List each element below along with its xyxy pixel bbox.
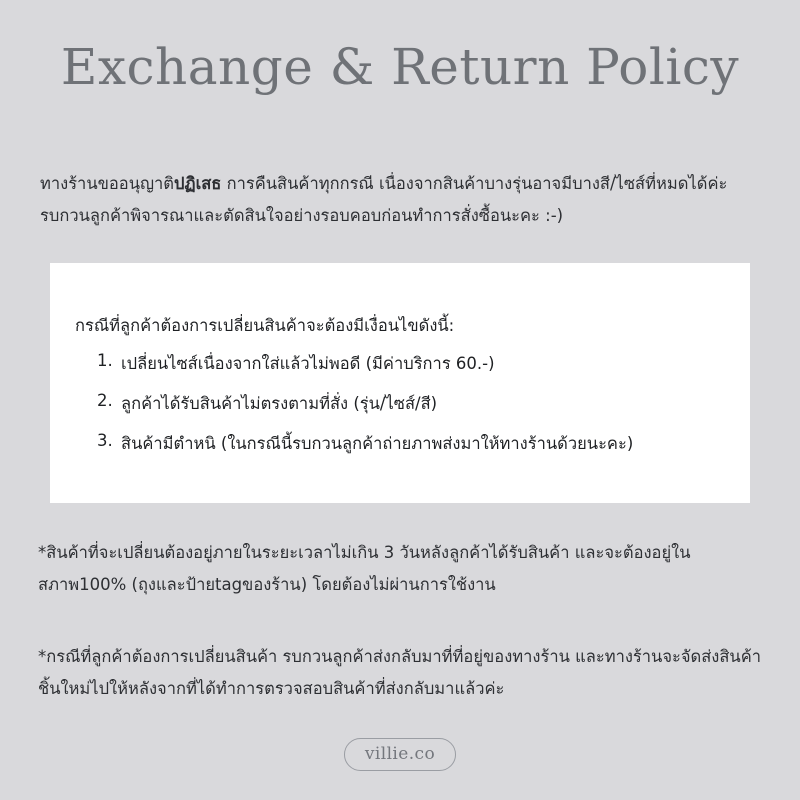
intro-text-emphasis: ปฏิเสธ xyxy=(174,174,222,193)
list-item xyxy=(97,431,730,457)
footer xyxy=(0,738,800,771)
brand-logo: villie.co xyxy=(344,738,456,771)
list-item-number: 3. xyxy=(97,431,113,450)
list-item-label: เปลี่ยนไซส์เนื่องจากใส่แล้วไม่พอดี (มีค่าบริการ 60.-) xyxy=(121,354,495,373)
conditions-heading: กรณีที่ลูกค้าต้องการเปลี่ยนสินค้าจะต้องมีเงื่อนไขดังนี้: xyxy=(75,316,455,335)
intro-text-before-bold: ทางร้านขออนุญาติ xyxy=(40,174,175,193)
page-title: Exchange & Return Policy xyxy=(60,38,740,96)
list-item-number: 2. xyxy=(97,391,113,410)
list-item-number: 1. xyxy=(97,351,113,370)
list-item-label: ลูกค้าได้รับสินค้าไม่ตรงตามที่สั่ง (รุ่น/ไซส์/สี) xyxy=(121,394,438,413)
note-timeframe: *สินค้าที่จะเปลี่ยนต้องอยู่ภายในระยะเวลาไม่เกิน 3 วันหลังลูกค้าได้รับสินค้า และจะต้องอยู่ในสภาพ100% (ถุงและป้ายtagของร้าน) โดยต้องไม่ผ่านการใช้งาน xyxy=(38,543,691,595)
intro-text-after-bold: การคืนสินค้าทุกกรณี เนื่องจากสินค้าบางรุ่นอาจมีบางสี/ไซส์ที่หมดได้ค่ะ รบกวนลูกค้าพิจารณาและตัดสินใจอย่างรอบคอบก่อนทำการสั่งซื้อนะคะ :-) xyxy=(40,174,728,226)
list-item xyxy=(97,391,730,417)
conditions-card xyxy=(50,263,750,503)
note-shipping: *กรณีที่ลูกค้าต้องการเปลี่ยนสินค้า รบกวนลูกค้าส่งกลับมาที่ที่อยู่ของทางร้าน และทางร้านจะจัดส่งสินค้าชิ้นใหม่ไปให้หลังจากที่ได้ทำการตรวจสอบสินค้าที่ส่งกลับมาแล้วค่ะ xyxy=(38,647,762,699)
conditions-list xyxy=(97,351,730,471)
intro-paragraph xyxy=(40,168,760,232)
list-item xyxy=(97,351,730,377)
list-item-label: สินค้ามีตำหนิ (ในกรณีนี้รบกวนลูกค้าถ่ายภาพส่งมาให้ทางร้านด้วยนะคะ) xyxy=(121,434,634,453)
